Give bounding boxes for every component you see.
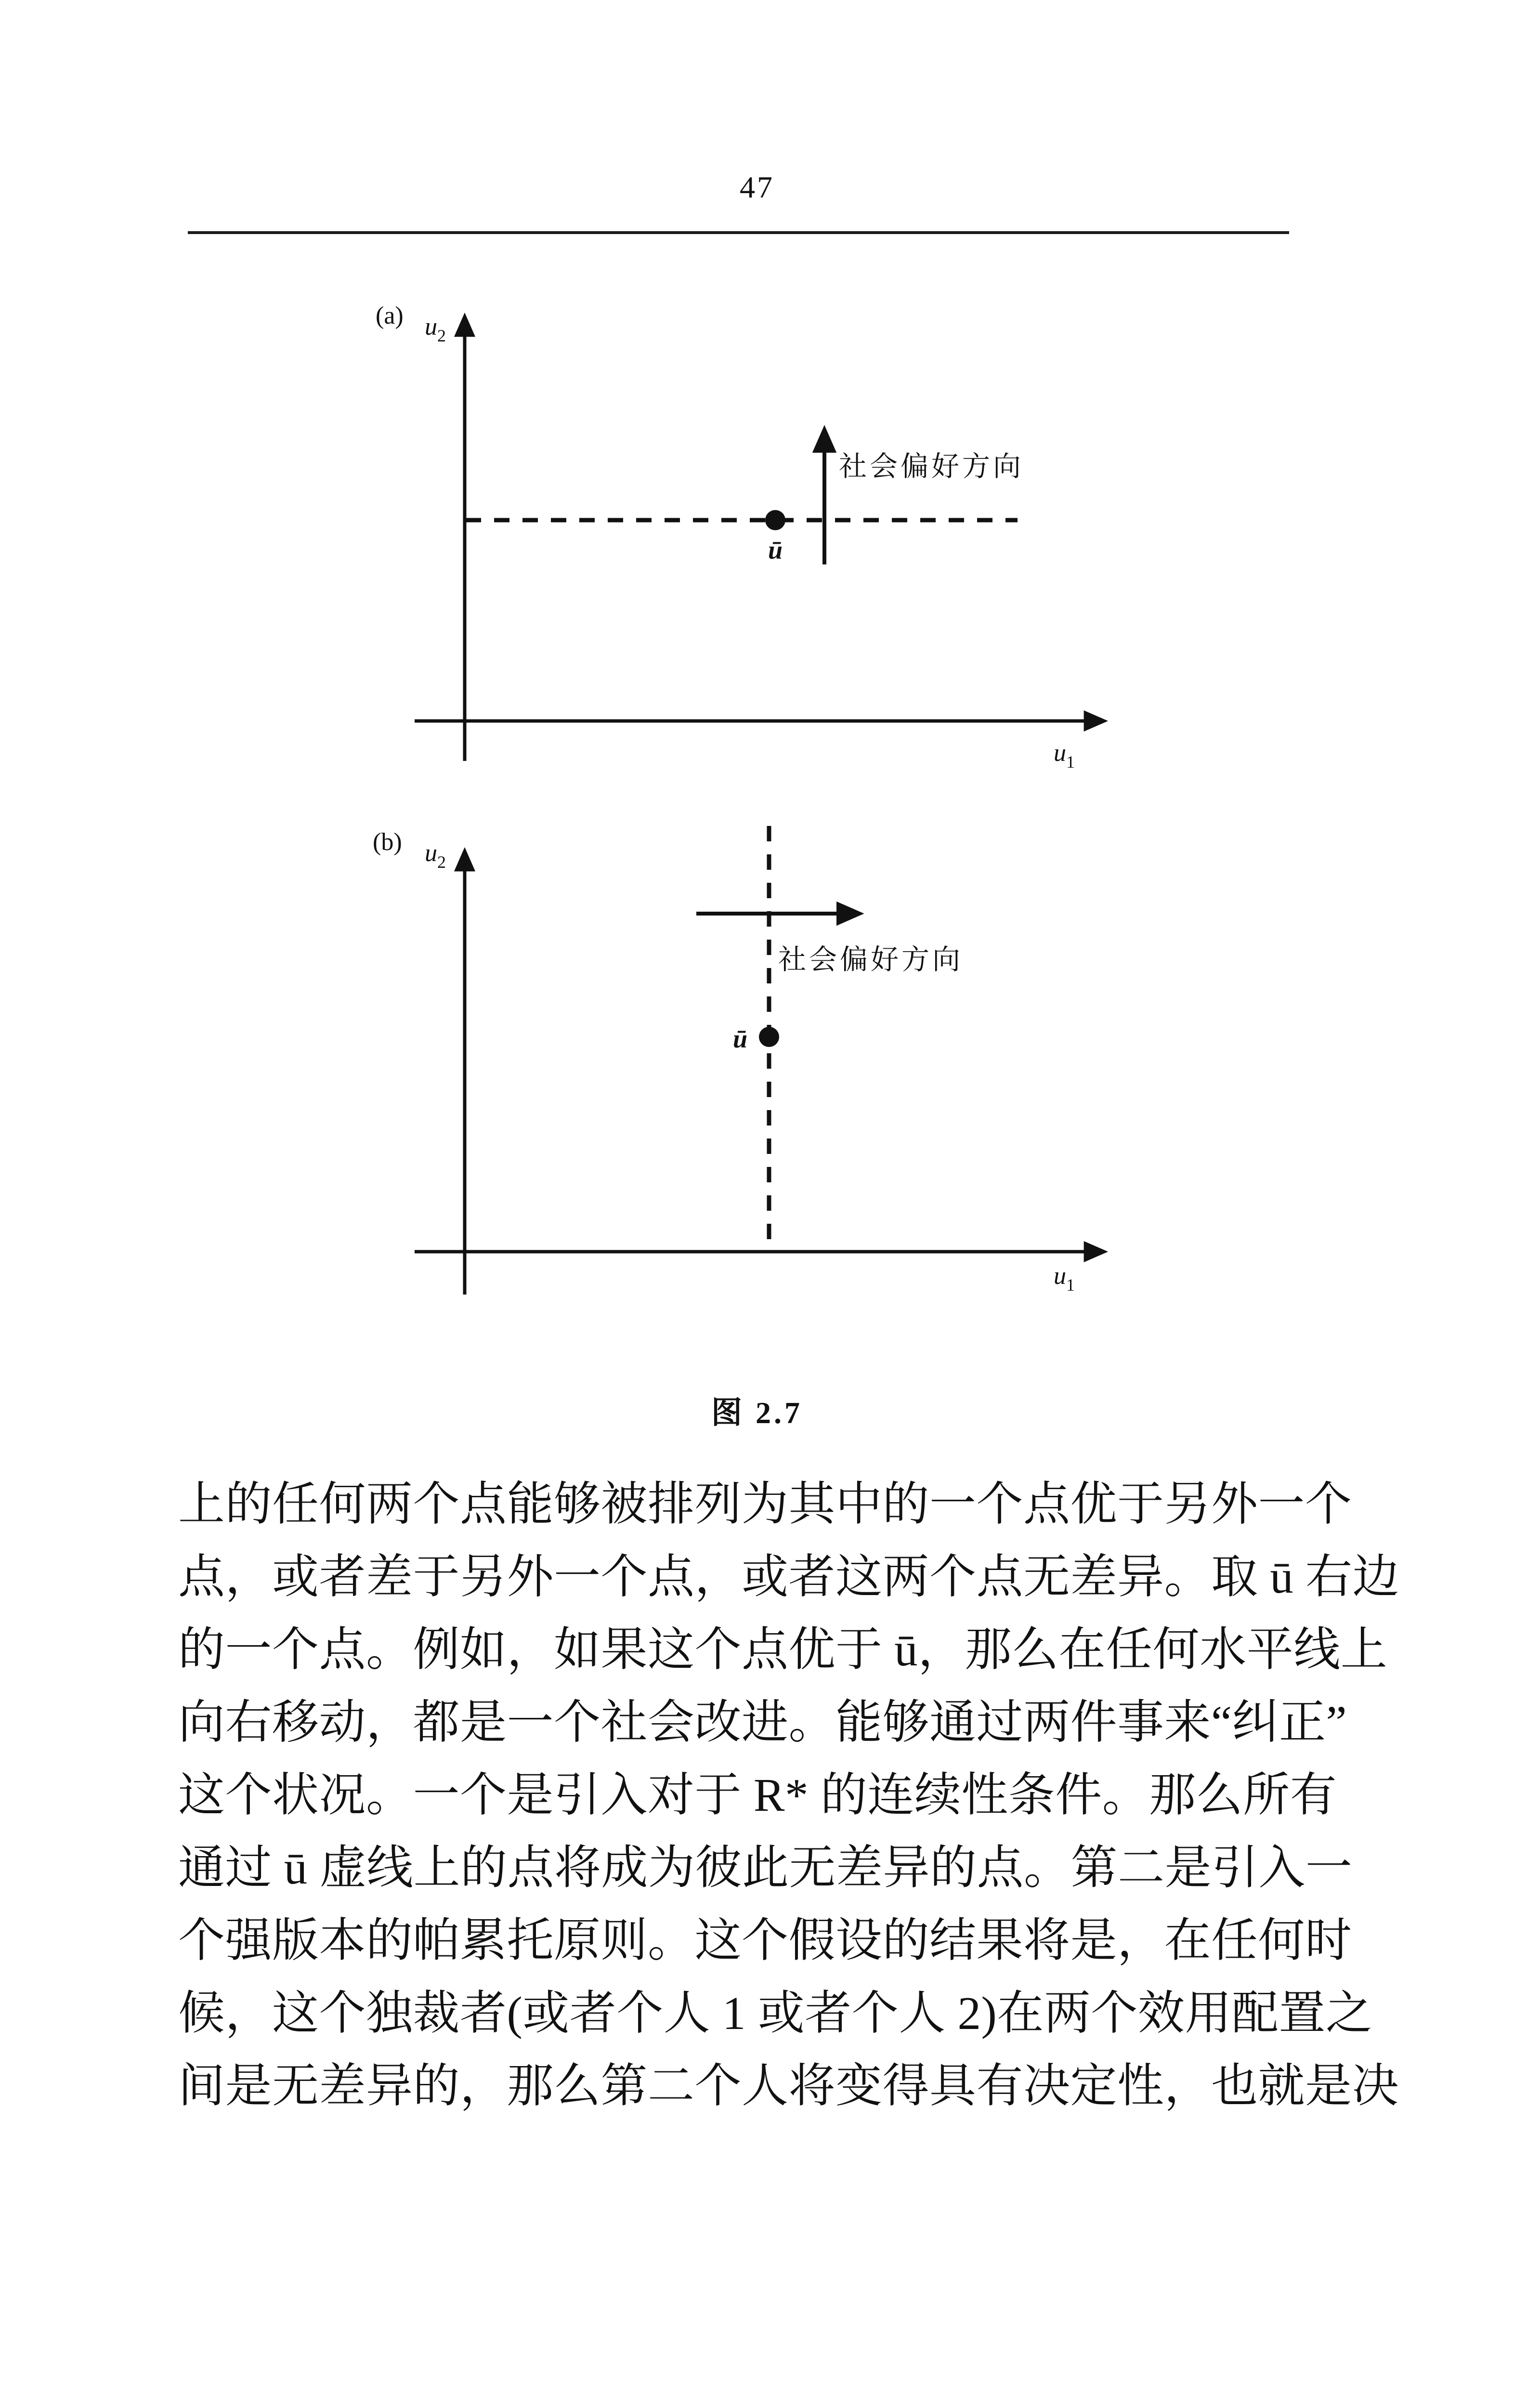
body-text-line: 间是无差异的，那么第二个人将变得具有决定性，也就是决: [178, 2060, 1399, 2112]
figure-2-7-diagrams: [337, 270, 1156, 1353]
page-number: 47: [740, 170, 774, 204]
body-text-line: 这个状况。一个是引入对于 R* 的连续性条件。那么所有: [178, 1769, 1337, 1821]
body-paragraph: [178, 1468, 1399, 2122]
body-text-line: 个强版本的帕累托原则。这个假设的结果将是，在任何时: [178, 1915, 1352, 1966]
panel-b-point-label: ū: [732, 1024, 747, 1053]
panel-a: [376, 302, 1103, 772]
panel-b-utility-point: [759, 1027, 779, 1047]
body-text-line: 的一个点。例如，如果这个点优于 ū，那么在任何水平线上: [178, 1624, 1388, 1675]
panel-a-preference-label: 社会偏好方向: [839, 451, 1024, 482]
panel-a-x-axis-label: $u_1$: [1054, 739, 1075, 772]
panel-b-tag: (b): [373, 828, 402, 856]
panel-b-preference-label: 社会偏好方向: [778, 944, 964, 975]
body-text-line: 上的任何两个点能够被排列为其中的一个点优于另外一个: [178, 1479, 1352, 1530]
panel-b-y-axis-label: $u_2$: [425, 839, 446, 872]
panel-a-point-label: ū: [768, 536, 783, 564]
body-text-line: 候，这个独裁者(或者个人 1 或者个人 2)在两个效用配置之: [178, 1988, 1373, 2039]
body-text-line: 点，或者差于另外一个点，或者这两个点无差异。取 ū 右边: [178, 1551, 1399, 1603]
body-text-line: 通过 ū 虚线上的点将成为彼此无差异的点。第二是引入一: [178, 1842, 1353, 1894]
figure-caption: 图 2.7: [711, 1396, 803, 1430]
header-rule: [188, 231, 1289, 234]
panel-a-tag: (a): [376, 302, 404, 329]
panel-b: [373, 826, 1103, 1295]
body-text-line: 向右移动，都是一个社会改进。能够通过两件事来“纠正”: [178, 1697, 1347, 1748]
panel-b-x-axis-label: $u_1$: [1054, 1262, 1075, 1295]
panel-a-utility-point: [765, 510, 785, 530]
panel-a-y-axis-label: $u_2$: [425, 313, 446, 345]
